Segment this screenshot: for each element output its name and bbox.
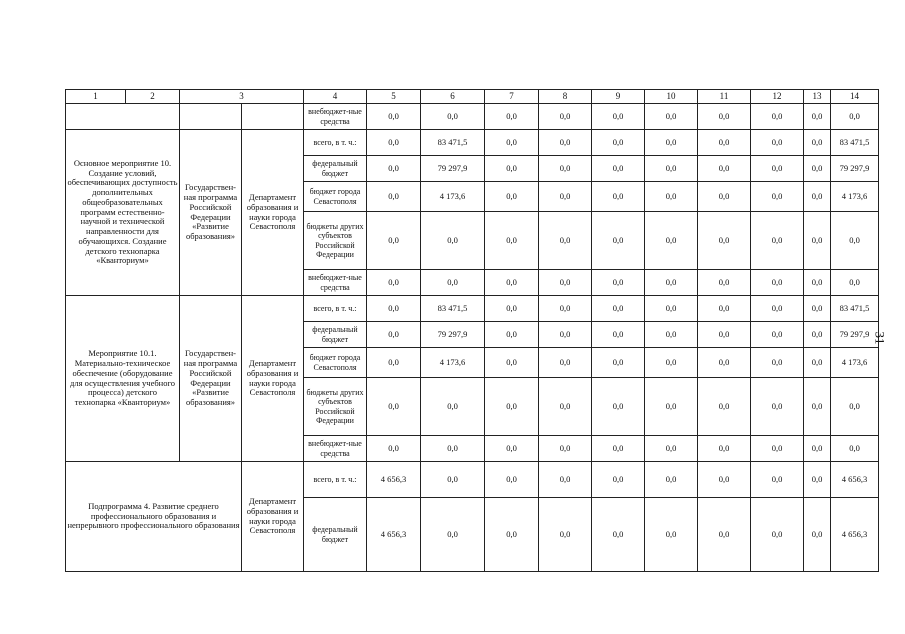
value-cell: 0,0 xyxy=(698,462,751,498)
header-cell-9: 9 xyxy=(592,90,645,104)
value-cell: 0,0 xyxy=(485,378,539,436)
value-cell: 0,0 xyxy=(485,436,539,462)
value-cell: 83 471,5 xyxy=(421,130,485,156)
value-cell: 0,0 xyxy=(539,270,592,296)
value-cell: 0,0 xyxy=(804,462,831,498)
value-cell: 0,0 xyxy=(539,212,592,270)
value-cell: 0,0 xyxy=(421,462,485,498)
value-cell: 0,0 xyxy=(539,378,592,436)
value-cell: 0,0 xyxy=(367,182,421,212)
measure-name: Основное мероприятие 10. Создание условий, обеспечивающих доступность дополнительных общеобразовательных программ естественно-научной и технической направленности для обучающихся. Создание детского технопарка «Кванториум» xyxy=(66,130,180,296)
header-cell-7: 7 xyxy=(485,90,539,104)
header-cell-11: 11 xyxy=(698,90,751,104)
budget-table xyxy=(65,89,879,572)
value-cell: 0,0 xyxy=(804,378,831,436)
value-cell: 0,0 xyxy=(367,270,421,296)
funding-source: всего, в т. ч.: xyxy=(304,296,367,322)
value-cell: 0,0 xyxy=(592,436,645,462)
value-cell: 0,0 xyxy=(485,130,539,156)
value-cell: 0,0 xyxy=(751,436,804,462)
value-cell: 0,0 xyxy=(831,104,879,130)
value-cell: 0,0 xyxy=(645,130,698,156)
value-cell: 0,0 xyxy=(804,498,831,572)
value-cell: 0,0 xyxy=(804,212,831,270)
header-cell-3: 3 xyxy=(180,90,304,104)
funding-source: внебюджет-ные средства xyxy=(304,104,367,130)
value-cell: 0,0 xyxy=(698,212,751,270)
funding-source: бюджеты других субъектов Российской Федерации xyxy=(304,212,367,270)
value-cell: 0,0 xyxy=(751,378,804,436)
value-cell: 0,0 xyxy=(804,130,831,156)
header-cell-13: 13 xyxy=(804,90,831,104)
value-cell: 0,0 xyxy=(804,182,831,212)
header-cell-1: 1 xyxy=(66,90,126,104)
value-cell: 0,0 xyxy=(645,156,698,182)
value-cell: 0,0 xyxy=(645,182,698,212)
value-cell: 0,0 xyxy=(539,322,592,348)
value-cell: 0,0 xyxy=(645,104,698,130)
value-cell: 0,0 xyxy=(751,104,804,130)
funding-source: бюджеты других субъектов Российской Федерации xyxy=(304,378,367,436)
value-cell: 0,0 xyxy=(367,296,421,322)
value-cell: 0,0 xyxy=(485,296,539,322)
funding-source: внебюджет-ные средства xyxy=(304,270,367,296)
value-cell: 0,0 xyxy=(592,104,645,130)
value-cell: 0,0 xyxy=(751,270,804,296)
value-cell: 0,0 xyxy=(592,296,645,322)
value-cell: 0,0 xyxy=(751,156,804,182)
value-cell: 0,0 xyxy=(804,436,831,462)
value-cell: 0,0 xyxy=(831,378,879,436)
value-cell: 0,0 xyxy=(367,130,421,156)
value-cell: 0,0 xyxy=(539,296,592,322)
value-cell: 0,0 xyxy=(645,378,698,436)
value-cell: 0,0 xyxy=(751,348,804,378)
value-cell: 79 297,9 xyxy=(831,156,879,182)
value-cell: 0,0 xyxy=(698,270,751,296)
value-cell: 0,0 xyxy=(698,348,751,378)
value-cell: 79 297,9 xyxy=(421,156,485,182)
value-cell: 0,0 xyxy=(485,462,539,498)
value-cell: 0,0 xyxy=(367,104,421,130)
value-cell: 0,0 xyxy=(421,498,485,572)
value-cell: 0,0 xyxy=(592,348,645,378)
value-cell: 0,0 xyxy=(698,296,751,322)
header-cell-8: 8 xyxy=(539,90,592,104)
executor-name: Департамент образования и науки города Севастополя xyxy=(242,130,304,296)
funding-source: внебюджет-ные средства xyxy=(304,436,367,462)
value-cell: 0,0 xyxy=(421,436,485,462)
executor-name: Департамент образования и науки города Севастополя xyxy=(242,296,304,462)
value-cell: 0,0 xyxy=(698,436,751,462)
page-number: 31 xyxy=(872,331,888,345)
value-cell: 0,0 xyxy=(539,436,592,462)
value-cell: 0,0 xyxy=(831,436,879,462)
value-cell: 0,0 xyxy=(485,212,539,270)
value-cell: 0,0 xyxy=(645,322,698,348)
header-cell-4: 4 xyxy=(304,90,367,104)
value-cell: 79 297,9 xyxy=(421,322,485,348)
value-cell: 0,0 xyxy=(592,322,645,348)
empty-cell xyxy=(66,104,180,130)
value-cell: 0,0 xyxy=(698,322,751,348)
executor-name: Департамент образования и науки города Севастополя xyxy=(242,462,304,572)
value-cell: 0,0 xyxy=(751,462,804,498)
value-cell: 0,0 xyxy=(421,270,485,296)
value-cell: 4 656,3 xyxy=(831,498,879,572)
value-cell: 83 471,5 xyxy=(831,130,879,156)
value-cell: 0,0 xyxy=(592,270,645,296)
value-cell: 0,0 xyxy=(485,182,539,212)
value-cell: 0,0 xyxy=(367,378,421,436)
value-cell: 0,0 xyxy=(592,212,645,270)
measure-name: Мероприятие 10.1. Материально-техническое обеспечение (оборудование для осуществления учебного процесса) детского технопарка «Кванториум» xyxy=(66,296,180,462)
funding-source: бюджет города Севастополя xyxy=(304,348,367,378)
header-cell-5: 5 xyxy=(367,90,421,104)
table-row xyxy=(66,296,879,322)
value-cell: 0,0 xyxy=(367,156,421,182)
value-cell: 0,0 xyxy=(367,322,421,348)
value-cell: 0,0 xyxy=(751,296,804,322)
value-cell: 0,0 xyxy=(804,270,831,296)
value-cell: 0,0 xyxy=(485,348,539,378)
value-cell: 0,0 xyxy=(592,156,645,182)
header-row xyxy=(66,90,879,104)
value-cell: 4 656,3 xyxy=(367,462,421,498)
value-cell: 0,0 xyxy=(645,436,698,462)
value-cell: 0,0 xyxy=(592,462,645,498)
value-cell: 0,0 xyxy=(751,498,804,572)
value-cell: 0,0 xyxy=(421,104,485,130)
value-cell: 0,0 xyxy=(485,270,539,296)
value-cell: 83 471,5 xyxy=(421,296,485,322)
value-cell: 0,0 xyxy=(539,130,592,156)
value-cell: 0,0 xyxy=(831,212,879,270)
value-cell: 0,0 xyxy=(804,156,831,182)
value-cell: 0,0 xyxy=(592,130,645,156)
value-cell: 0,0 xyxy=(698,156,751,182)
value-cell: 0,0 xyxy=(804,322,831,348)
value-cell: 0,0 xyxy=(831,270,879,296)
subprogram-name: Подпрограмма 4. Развитие среднего профессионального образования и непрерывного профессионального образования xyxy=(66,462,242,572)
value-cell: 0,0 xyxy=(485,322,539,348)
value-cell: 4 656,3 xyxy=(831,462,879,498)
value-cell: 0,0 xyxy=(485,156,539,182)
funding-source: федеральный бюджет xyxy=(304,498,367,572)
program-name: Государствен-ная программа Российской Федерации «Развитие образования» xyxy=(180,296,242,462)
empty-cell xyxy=(242,104,304,130)
value-cell: 0,0 xyxy=(645,212,698,270)
value-cell: 0,0 xyxy=(645,296,698,322)
value-cell: 0,0 xyxy=(539,104,592,130)
header-cell-14: 14 xyxy=(831,90,879,104)
value-cell: 0,0 xyxy=(698,130,751,156)
header-cell-10: 10 xyxy=(645,90,698,104)
value-cell: 0,0 xyxy=(645,348,698,378)
value-cell: 0,0 xyxy=(698,378,751,436)
header-cell-2: 2 xyxy=(126,90,180,104)
value-cell: 0,0 xyxy=(421,212,485,270)
value-cell: 0,0 xyxy=(698,182,751,212)
value-cell: 0,0 xyxy=(804,348,831,378)
value-cell: 0,0 xyxy=(539,348,592,378)
funding-source: всего, в т. ч.: xyxy=(304,462,367,498)
funding-source: бюджет города Севастополя xyxy=(304,182,367,212)
funding-source: всего, в т. ч.: xyxy=(304,130,367,156)
value-cell: 0,0 xyxy=(751,130,804,156)
value-cell: 0,0 xyxy=(367,348,421,378)
value-cell: 0,0 xyxy=(645,462,698,498)
value-cell: 4 173,6 xyxy=(421,182,485,212)
value-cell: 0,0 xyxy=(539,462,592,498)
value-cell: 0,0 xyxy=(367,436,421,462)
value-cell: 0,0 xyxy=(751,212,804,270)
value-cell: 0,0 xyxy=(592,498,645,572)
value-cell: 0,0 xyxy=(367,212,421,270)
value-cell: 83 471,5 xyxy=(831,296,879,322)
value-cell: 0,0 xyxy=(592,182,645,212)
value-cell: 4 173,6 xyxy=(831,182,879,212)
value-cell: 4 173,6 xyxy=(421,348,485,378)
value-cell: 0,0 xyxy=(645,498,698,572)
value-cell: 0,0 xyxy=(592,378,645,436)
funding-source: федеральный бюджет xyxy=(304,156,367,182)
value-cell: 0,0 xyxy=(539,182,592,212)
value-cell: 0,0 xyxy=(485,104,539,130)
value-cell: 0,0 xyxy=(485,498,539,572)
empty-cell xyxy=(180,104,242,130)
value-cell: 0,0 xyxy=(645,270,698,296)
value-cell: 4 173,6 xyxy=(831,348,879,378)
header-cell-6: 6 xyxy=(421,90,485,104)
value-cell: 0,0 xyxy=(751,322,804,348)
value-cell: 0,0 xyxy=(804,104,831,130)
value-cell: 0,0 xyxy=(751,182,804,212)
value-cell: 0,0 xyxy=(539,156,592,182)
value-cell: 0,0 xyxy=(698,104,751,130)
table-row xyxy=(66,130,879,156)
table-row xyxy=(66,462,879,498)
value-cell: 0,0 xyxy=(698,498,751,572)
value-cell: 4 656,3 xyxy=(367,498,421,572)
value-cell: 79 297,9 xyxy=(831,322,879,348)
header-cell-12: 12 xyxy=(751,90,804,104)
value-cell: 0,0 xyxy=(804,296,831,322)
program-name: Государствен-ная программа Российской Федерации «Развитие образования» xyxy=(180,130,242,296)
funding-source: федеральный бюджет xyxy=(304,322,367,348)
value-cell: 0,0 xyxy=(539,498,592,572)
table-row xyxy=(66,104,879,130)
value-cell: 0,0 xyxy=(421,378,485,436)
